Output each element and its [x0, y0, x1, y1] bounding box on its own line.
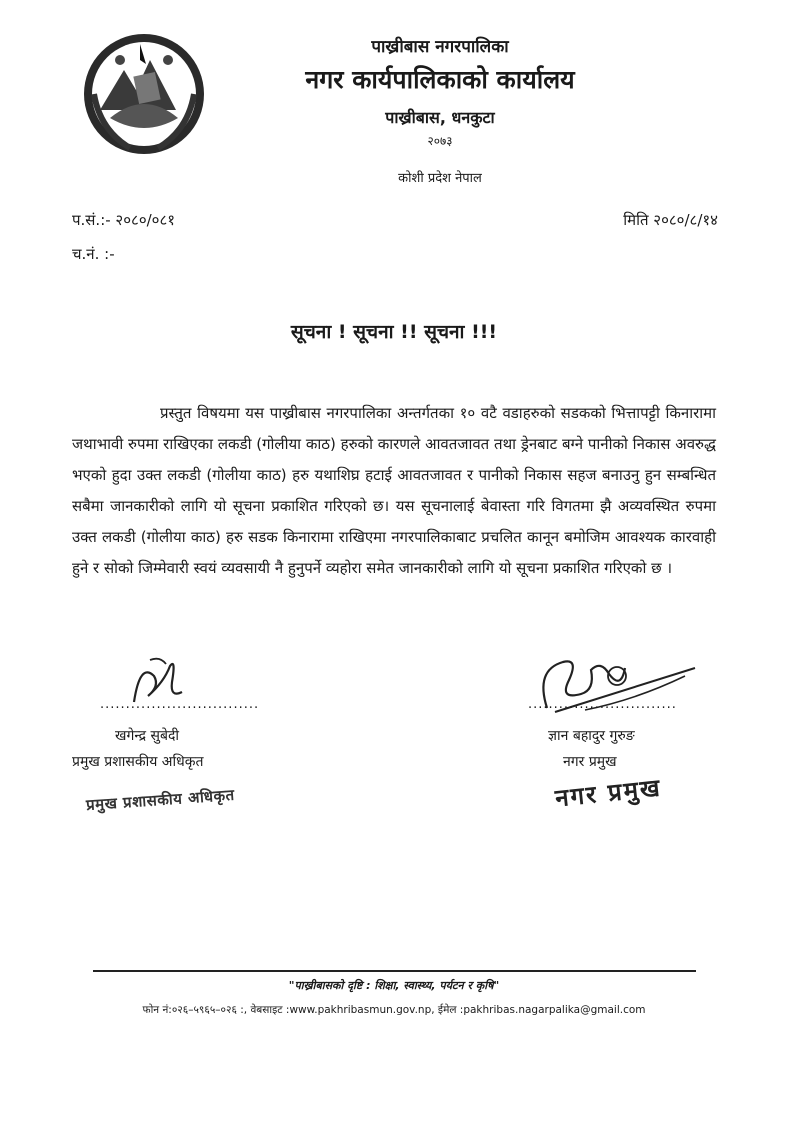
notice-title: सूचना ! सूचना !! सूचना !!!: [290, 321, 498, 343]
footer-contact: फोन नं:०२६–५९६५–०२६ :, वेबसाइट :www.pakhribasmun.gov.np, ईमेल :pakhribas.nagarpalika@gmail.com: [142, 1004, 646, 1016]
office-title: नगर कार्यपालिकाको कार्यालय: [305, 65, 575, 94]
municipality-name: पाख्रीबास नगरपालिका: [371, 37, 509, 57]
left-signature-line: ...............................: [100, 697, 260, 712]
dispatch-number: च.नं. :-: [72, 245, 115, 263]
notice-body: [72, 398, 716, 584]
right-signature-line: .............................: [528, 697, 677, 712]
left-signatory-title: प्रमुख प्रशासकीय अधिकृत: [72, 754, 204, 770]
established-year: २०७३: [427, 134, 453, 148]
right-signatory-title: नगर प्रमुख: [563, 754, 617, 770]
office-address: पाख्रीबास, धनकुटा: [385, 108, 495, 127]
footer-slogan: "पाख्रीबासको दृष्टि : शिक्षा, स्वास्थ्य, पर्यटन र कृषि": [288, 979, 500, 992]
left-signatory-name: खगेन्द्र सुबेदी: [115, 728, 180, 744]
right-official-stamp: नगर प्रमुख: [553, 773, 663, 813]
left-official-stamp: प्रमुख प्रशासकीय अधिकृत: [85, 785, 236, 815]
letter-date: मिति २०८०/८/१४: [623, 211, 718, 229]
footer-divider: [93, 970, 696, 972]
right-signatory-name: ज्ञान बहादुर गुरुङ: [548, 728, 635, 744]
province-name: कोशी प्रदेश नेपाल: [398, 171, 482, 186]
reference-number: प.सं.:- २०८०/०८१: [72, 211, 176, 229]
notice-body-text: प्रस्तुत विषयमा यस पाख्रीबास नगरपालिका अन्तर्गतका १० वटै वडाहरुको सडकको भित्तापट्टी किनारामा जथाभावी रुपमा राखिएका लकडी (गोलीया काठ) हरुको कारणले आवतजावत तथा ड्रेनबाट बग्ने पानीको निकास अवरुद्ध भएको हुदा उक्त लकडी (गोलीया काठ) हरु यथाशिघ्र हटाई आवतजावत र पानीको निकास सहज बनाउनु हुन सम्बन्धित सबैमा जानकारीको लागि यो सूचना प्रकाशित गरिएको छ। यस सूचनालाई बेवास्ता गरि विगतमा झै अव्यवस्थित रुपमा उक्त लकडी (गोलीया काठ) हरु सडक किनारामा राखिएमा नगरपालिकाबाट प्रचलित कानून बमोजिम आवश्यक कारवाही हुने र सोको जिम्मेवारी स्वयं व्यवसायी नै हुनुपर्ने व्यहोरा समेत जानकारीको लागि यो सूचना प्रकाशित गरिएको छ ।: [72, 404, 716, 577]
